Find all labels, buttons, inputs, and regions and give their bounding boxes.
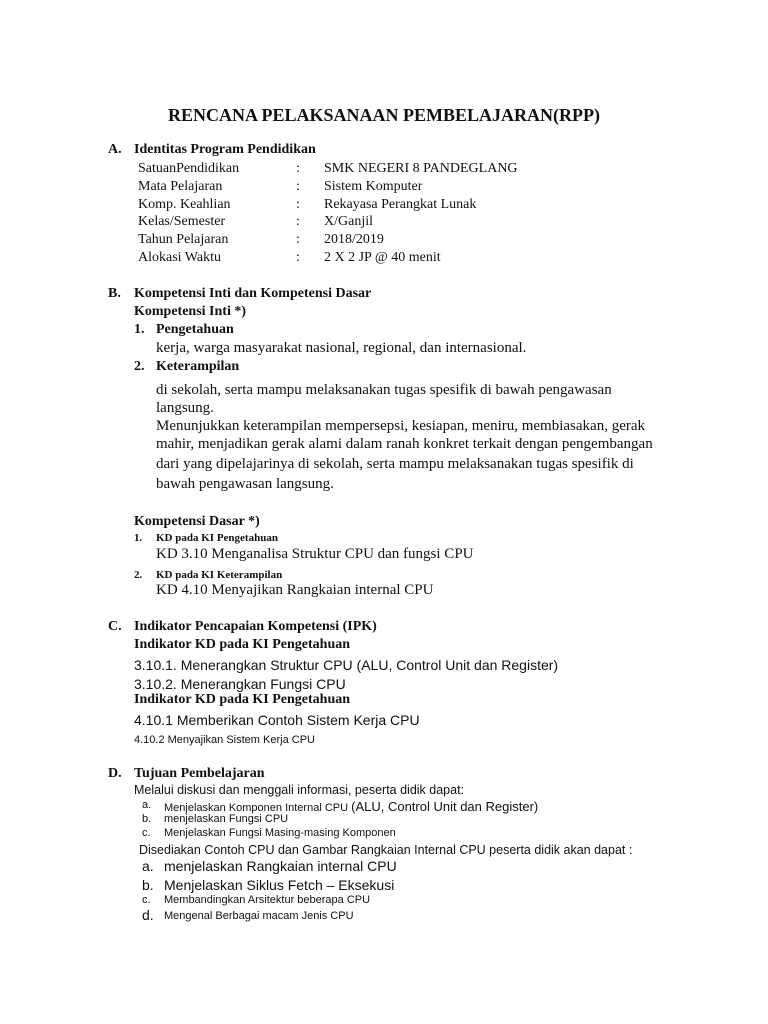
kd1-text: KD 3.10 Menganalisa Struktur CPU dan fungsi CPU <box>156 546 474 562</box>
ipk-item: 4.10.1 Memberikan Contoh Sistem Kerja CPU <box>134 712 420 728</box>
objective-marker: d. <box>142 907 154 923</box>
section-c-letter: C. <box>108 619 122 634</box>
ki-heading: Kompetensi Inti *) <box>134 304 246 319</box>
section-b-letter: B. <box>108 286 121 301</box>
section-a-heading: Identitas Program Pendidikan <box>134 142 316 157</box>
ki1-number: 1. <box>134 322 145 337</box>
objective-extra: (ALU, Control Unit dan Register) <box>351 799 539 814</box>
ki2-text-line: langsung. <box>156 400 214 416</box>
identity-value: Rekayasa Perangkat Lunak <box>324 197 477 212</box>
objective-intro: Disediakan Contoh CPU dan Gambar Rangkaian Internal CPU peserta didik akan dapat : <box>139 843 633 857</box>
identity-value: 2018/2019 <box>324 232 384 247</box>
objective-item: menjelaskan Rangkaian internal CPU <box>164 858 397 874</box>
identity-value: Sistem Komputer <box>324 179 423 194</box>
document-title: RENCANA PELAKSANAAN PEMBELAJARAN(RPP) <box>168 105 600 125</box>
objective-marker: a. <box>142 858 154 874</box>
section-d-heading: Tujuan Pembelajaran <box>134 766 265 781</box>
identity-separator: : <box>296 161 300 176</box>
kd1-label: KD pada KI Pengetahuan <box>156 532 278 544</box>
kd2-text: KD 4.10 Menyajikan Rangkaian internal CPU <box>156 582 434 598</box>
objective-marker: a. <box>142 799 152 811</box>
objective-item: Membandingkan Arsitektur beberapa CPU <box>164 894 371 906</box>
identity-value: 2 X 2 JP @ 40 menit <box>324 250 441 265</box>
objective-item: menjelaskan Fungsi CPU <box>164 813 289 825</box>
identity-separator: : <box>296 250 300 265</box>
objective-item: Mengenal Berbagai macam Jenis CPU <box>164 910 354 922</box>
ki2-text-line: Menunjukkan keterampilan mempersepsi, kesiapan, meniru, membiasakan, gerak <box>156 418 646 434</box>
identity-label: SatuanPendidikan <box>138 161 240 176</box>
identity-label: Tahun Pelajaran <box>138 232 229 247</box>
identity-separator: : <box>296 232 300 247</box>
objective-marker: b. <box>142 813 152 825</box>
identity-separator: : <box>296 179 300 194</box>
ipk-item: 4.10.2 Menyajikan Sistem Kerja CPU <box>134 734 315 746</box>
objective-item <box>164 799 538 814</box>
identity-label: Komp. Keahlian <box>138 197 231 212</box>
identity-value: SMK NEGERI 8 PANDEGLANG <box>324 161 518 176</box>
kd2-number: 2. <box>134 569 143 581</box>
identity-separator: : <box>296 197 300 212</box>
identity-separator: : <box>296 214 300 229</box>
kd-heading: Kompetensi Dasar *) <box>134 514 260 529</box>
objective-item: Menjelaskan Fungsi Masing-masing Komponen <box>164 827 396 839</box>
ipk-subheading: Indikator KD pada KI Pengetahuan <box>134 637 351 652</box>
ipk-item: 3.10.1. Menerangkan Struktur CPU (ALU, Control Unit dan Register) <box>134 657 559 673</box>
kd2-label: KD pada KI Keterampilan <box>156 569 283 581</box>
section-c-heading: Indikator Pencapaian Kompetensi (IPK) <box>134 619 377 634</box>
ipk-item: 3.10.2. Menerangkan Fungsi CPU <box>134 676 346 692</box>
ki2-text-line: mahir, menjadikan gerak alami dalam ranah konkret terkait dengan pengembangan <box>156 436 653 452</box>
ki2-text-line: di sekolah, serta mampu melaksanakan tugas spesifik di bawah pengawasan <box>156 382 612 398</box>
identity-value: X/Ganjil <box>324 214 373 229</box>
ipk-subheading: Indikator KD pada KI Pengetahuan <box>134 692 351 707</box>
ki1-text: kerja, warga masyarakat nasional, regional, dan internasional. <box>156 340 527 356</box>
objective-intro: Melalui diskusi dan menggali informasi, peserta didik dapat: <box>134 783 465 797</box>
identity-label: Kelas/Semester <box>138 214 226 229</box>
section-a-letter: A. <box>108 142 122 157</box>
section-b-heading: Kompetensi Inti dan Kompetensi Dasar <box>134 286 372 301</box>
ki2-text-line: bawah pengawasan langsung. <box>156 476 334 492</box>
ki1-label: Pengetahuan <box>156 322 234 337</box>
objective-marker: b. <box>142 877 154 893</box>
ki2-label: Keterampilan <box>156 359 240 374</box>
objective-text: Menjelaskan Komponen Internal CPU <box>164 802 349 814</box>
section-d-letter: D. <box>108 766 122 781</box>
identity-label: Mata Pelajaran <box>138 179 223 194</box>
ki2-number: 2. <box>134 359 145 374</box>
kd1-number: 1. <box>134 532 143 544</box>
objective-marker: c. <box>142 894 151 906</box>
identity-label: Alokasi Waktu <box>138 250 221 265</box>
objective-marker: c. <box>142 827 151 839</box>
objective-item: Menjelaskan Siklus Fetch – Eksekusi <box>164 877 395 893</box>
ki2-text-line: dari yang dipelajarinya di sekolah, serta mampu melaksanakan tugas spesifik di <box>156 456 634 472</box>
